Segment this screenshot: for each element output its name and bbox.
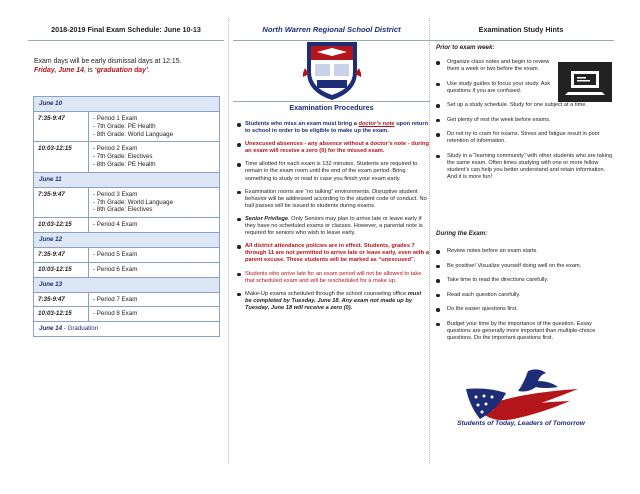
eagle-flag-icon <box>458 367 583 427</box>
session-exam-line: - 8th Grade: PE Health <box>93 160 156 168</box>
procedure-list <box>237 121 429 318</box>
graduation-date: Friday, June 14 <box>34 67 84 74</box>
session-exam-line: - Period 7 Exam <box>93 295 138 303</box>
rule-late-arrival <box>237 271 429 285</box>
senior-privilege-label: Senior Privilege <box>245 215 288 222</box>
session-exams <box>89 142 220 172</box>
schedule-day: June 10 <box>34 97 220 112</box>
session-exam-line: - Period 6 Exam <box>93 265 138 273</box>
session-time: 7:35-9:47 <box>34 247 89 262</box>
dismissal-line: Exam days will be early dismissal days at 12:15. <box>34 58 182 65</box>
rule-doctor-note <box>237 121 429 135</box>
session-exam-line: - 8th Grade: World Language <box>93 130 174 138</box>
rule-text: All district attendance policies are in effect. Students, grades 7 through 11 are not permitted to arrive late or leave early, even with a parent excuse. These students will be marked as “unexcused”. <box>245 243 429 264</box>
rule-unexcused <box>237 141 429 155</box>
schedule-session-row <box>34 142 220 172</box>
prior-hint: Get plenty of rest the week before exams. <box>434 117 614 124</box>
session-exam-line: - Period 1 Exam <box>93 115 138 122</box>
schedule-session-row <box>34 247 220 262</box>
divider <box>233 101 430 102</box>
rule-time-allotted <box>237 161 429 182</box>
divider <box>28 40 224 41</box>
session-exam-line: - 7th Grade: World Language <box>93 198 174 206</box>
schedule-table <box>33 96 220 337</box>
graduation-row <box>34 322 220 337</box>
district-crest-icon <box>303 38 361 102</box>
study-hints-title: Examination Study Hints <box>478 25 564 34</box>
exam-schedule-column <box>28 0 224 494</box>
during-hint: Be positive! Visualize yourself doing well on the exam. <box>434 263 614 270</box>
schedule-day: June 13 <box>34 277 220 292</box>
schedule-day: June 12 <box>34 232 220 247</box>
rule-text: upon return to school in order to be eligible to make up the exam. <box>245 121 429 135</box>
schedule-session-row <box>34 262 220 277</box>
session-exam-line: - 7th Grade: PE Health <box>93 122 156 130</box>
procedures-heading: Examination Procedures <box>289 103 374 112</box>
session-exams <box>89 218 220 233</box>
rule-attendance <box>237 243 429 264</box>
session-exam-line: - 7th Grade: Electives <box>93 153 153 161</box>
session-exam-line: - Period 5 Exam <box>93 250 138 258</box>
schedule-session-row <box>34 292 220 307</box>
note-mid: , is <box>83 67 95 74</box>
schedule-session-row <box>34 218 220 233</box>
rule-text: Students who arrive late for an exam period will not be allowed to take that scheduled exam and will be rescheduled for a make up. <box>245 270 422 284</box>
makeup-deadline: must be completed by Tuesday, June 18. Any exam not made up by Tuesday, June 18 will receive a zero (0). <box>245 290 422 311</box>
session-exams <box>89 292 220 307</box>
during-hints-list <box>434 248 614 349</box>
rule-text: Students who miss an exam must bring a <box>245 121 359 127</box>
schedule-day-row <box>34 172 220 187</box>
note-end: . <box>147 67 150 74</box>
session-time: 10:03-12:15 <box>34 307 89 322</box>
prior-label: Prior to exam week: <box>436 44 495 51</box>
session-time: 10:03-12:15 <box>34 262 89 277</box>
dismissal-note <box>34 57 219 75</box>
during-label: During the Exam: <box>436 230 488 237</box>
rule-no-talking <box>237 189 429 210</box>
rule-text: Time allotted for each exam is 132 minutes. Students are required to remain in the exam room until the end of the exam period. Bring something to study or read in case you finish your exam early. <box>245 161 418 182</box>
column-divider <box>228 18 229 463</box>
during-hint: Review notes before an exam starts. <box>434 248 614 255</box>
schedule-session-row <box>34 112 220 142</box>
graduation-day-label: ‘graduation day’ <box>94 67 148 74</box>
session-exam-line: - 8th Grade: Electives <box>93 206 153 214</box>
graduation-row-day: June 14 <box>39 325 63 333</box>
schedule-session-row <box>34 187 220 217</box>
session-time: 10:03-12:15 <box>34 218 89 233</box>
session-exams <box>89 307 220 322</box>
prior-hint: Organize class notes and begin to review them a week or two before the exam. <box>434 59 559 73</box>
rule-makeup <box>237 291 429 312</box>
session-exam-line: - Period 4 Exam <box>93 221 138 229</box>
schedule-day: June 11 <box>34 172 220 187</box>
session-time: 10:03-12:15 <box>34 142 89 172</box>
during-hint: Take time to read the directions carefully. <box>434 277 614 284</box>
divider <box>428 40 614 41</box>
session-exam-line: - Period 3 Exam <box>93 190 138 198</box>
during-hint: Budget your time by the importance of the question. Essay questions are generally more important than multiple-choice questions. Do the important questions first. <box>434 321 614 342</box>
session-time: 7:35-9:47 <box>34 112 89 142</box>
schedule-session-row <box>34 307 220 322</box>
district-motto: Students of Today, Leaders of Tomorrow <box>457 420 585 427</box>
doctors-note-emphasis: doctor’s note <box>358 121 395 127</box>
prior-hint: Study in a “learning community” with other students who are taking the same exam. Often times studying with one or more fellow student’s can help you better understand and retain information. And it is more fun! <box>434 153 614 181</box>
schedule-title: 2018-2019 Final Exam Schedule: June 10-13 <box>51 25 201 34</box>
session-time: 7:35-9:47 <box>34 292 89 307</box>
schedule-day-row <box>34 97 220 112</box>
prior-hint: Do not try to cram for exams. Stress and fatigue result in poor retention of information. <box>434 131 614 145</box>
session-exams <box>89 247 220 262</box>
graduation-row-text: - Graduation <box>62 325 99 333</box>
rule-text: Examination rooms are “no talking” environments. Disruptive student behavior will be addressed according to the student code of conduct. No hall passes will be issued to students during exams. <box>245 188 427 209</box>
rule-text: Make-Up exams scheduled through the school counseling office <box>245 290 408 297</box>
rule-text: Unexcused absences - any absence without a doctor’s note - during an exam will receive a zero (0) for the missed exam. <box>245 141 429 155</box>
rule-text: . Only Seniors may plan to arrive late or leave early if they have no scheduled exams or classes. However, a parental note is required for seniors who wish to leave early. <box>245 215 423 237</box>
session-exam-line: - Period 2 Exam <box>93 145 138 153</box>
session-exams <box>89 262 220 277</box>
rule-senior-privilege <box>237 216 429 237</box>
session-time: 7:35-9:47 <box>34 187 89 217</box>
prior-hints-list <box>434 59 614 188</box>
study-hints-column <box>428 0 614 494</box>
schedule-day-row <box>34 232 220 247</box>
during-hint: Do the easier questions first. <box>434 306 614 313</box>
procedures-column <box>233 0 430 494</box>
session-exams <box>89 112 220 142</box>
prior-hint: Set up a study schedule. Study for one subject at a time. <box>434 102 614 109</box>
session-exam-line: - Period 8 Exam <box>93 310 138 318</box>
district-title: North Warren Regional School District <box>262 25 401 34</box>
session-exams <box>89 187 220 217</box>
during-hint: Read each question carefully. <box>434 292 614 299</box>
schedule-day-row <box>34 277 220 292</box>
prior-hint: Use study guides to focus your study. Ask questions if you are confused. <box>434 81 559 95</box>
